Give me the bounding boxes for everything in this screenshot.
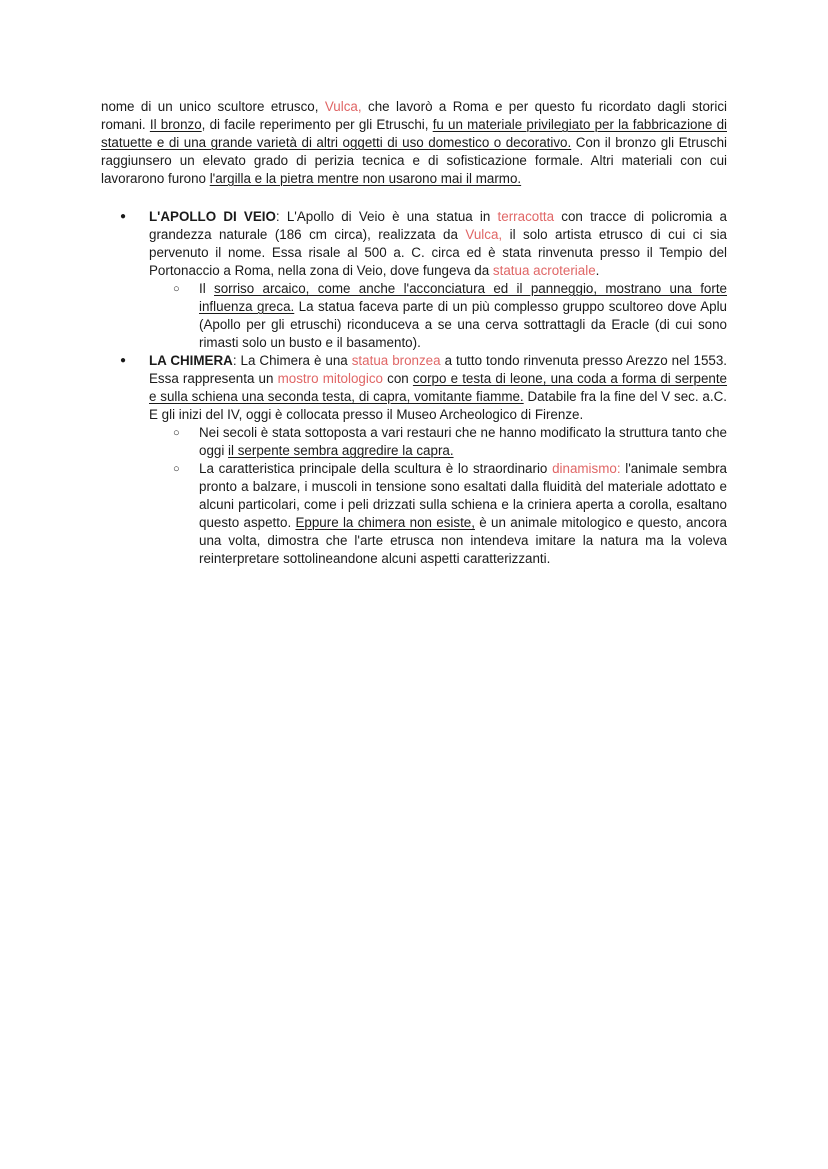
- list-item-apollo: [149, 208, 727, 352]
- text-run: che lavorò a Roma e per questo fu ricordato dagli storici romani.: [101, 99, 727, 132]
- text-run: con: [383, 371, 413, 386]
- highlight-vulca: Vulca,: [324, 99, 362, 114]
- chimera-sub-list: [149, 424, 727, 568]
- highlight-vulca: Vulca,: [465, 227, 503, 242]
- intro-paragraph: [101, 98, 727, 188]
- text-run: Databile fra la fine del V sec. a.C. E gli inizi del IV, oggi è collocata presso il Museo Archeologico di Firenze.: [149, 389, 727, 422]
- text-run: .: [595, 263, 600, 278]
- highlight-bronzea: statua bronzea: [351, 353, 441, 368]
- underline-bronzo: Il bronzo: [149, 117, 202, 132]
- text-run: La statua faceva parte di un più complesso gruppo scultoreo dove Aplu (Apollo per gli etruschi) riconduceva a se una cerva sottrattagli da Eracle (di cui sono rimasti solo un busto e il basamento).: [199, 299, 727, 350]
- text-run: Il: [199, 281, 215, 296]
- text-run: Con il bronzo gli Etruschi raggiunsero un elevato grado di perizia tecnica e di sofisticazione formale. Altri materiali con cui lavorarono furono: [101, 135, 727, 186]
- main-bullet-list: [101, 208, 727, 568]
- text-run: Nei secoli è stata sottoposta a vari restauri che ne hanno modificato la struttura tanto che oggi: [199, 425, 727, 458]
- apollo-sub-list: [149, 280, 727, 352]
- highlight-mostro: mostro mitologico: [277, 371, 383, 386]
- underline-corpo: corpo e testa di leone, una coda a forma di serpente e sulla schiena una seconda testa, di capra, vomitante fiamme.: [149, 371, 728, 404]
- text-run: è un animale mitologico e questo, ancora una volta, dimostra che l'arte etrusca non intendeva imitare la natura ma la voleva reinterpretare sottolineandone alcuni aspetti caratterizzanti.: [199, 515, 727, 566]
- underline-serpente: il serpente sembra aggredire la capra.: [228, 443, 454, 458]
- sub-list-item: [199, 424, 727, 460]
- text-run: : L'Apollo di Veio è una statua in: [275, 209, 498, 224]
- text-run: , di facile reperimento per gli Etruschi,: [201, 117, 433, 132]
- underline-eppure: Eppure la chimera non esiste,: [295, 515, 475, 530]
- underline-privilegiato: fu un materiale privilegiato per la fabbricazione di statuette e di una grande varietà di altri oggetti di uso domestico o decorativo.: [101, 117, 727, 150]
- underline-argilla: l'argilla e la pietra mentre non usarono mai il marmo.: [209, 171, 522, 186]
- chimera-title: LA CHIMERA: [149, 353, 233, 368]
- highlight-dinamismo: dinamismo:: [552, 461, 621, 476]
- apollo-title: L'APOLLO DI VEIO: [149, 209, 276, 224]
- highlight-terracotta: terracotta: [497, 209, 555, 224]
- text-run: a tutto tondo rinvenuta presso Arezzo nel 1553. Essa rappresenta un: [149, 353, 728, 386]
- underline-sorriso: sorriso arcaico, come anche l'acconciatura ed il panneggio, mostrano una forte influenza greca.: [199, 281, 727, 314]
- text-run: La caratteristica principale della scultura è lo straordinario: [199, 461, 553, 476]
- text-run: l'animale sembra pronto a balzare, i muscoli in tensione sono esaltati dalla fluidità del materiale adottato e alcuni particolari, come i peli drizzati sulla schiena e la criniera aperta a corolla, esaltano questo aspetto.: [199, 461, 727, 530]
- text-run: il solo artista etrusco di cui ci sia pervenuto il nome. Essa risale al 500 a. C. circa ed è stata rinvenuta presso il Tempio del Portonaccio a Roma, nella zona di Veio, dove fungeva da: [149, 227, 727, 278]
- sub-list-item: [199, 460, 727, 568]
- sub-list-item: [199, 280, 727, 352]
- text-run: nome di un unico scultore etrusco,: [101, 99, 325, 114]
- list-item-chimera: [149, 352, 727, 568]
- highlight-acroteriale: statua acroteriale: [492, 263, 596, 278]
- text-run: : La Chimera è una: [232, 353, 352, 368]
- text-run: con tracce di policromia a grandezza naturale (186 cm circa), realizzata da: [149, 209, 727, 242]
